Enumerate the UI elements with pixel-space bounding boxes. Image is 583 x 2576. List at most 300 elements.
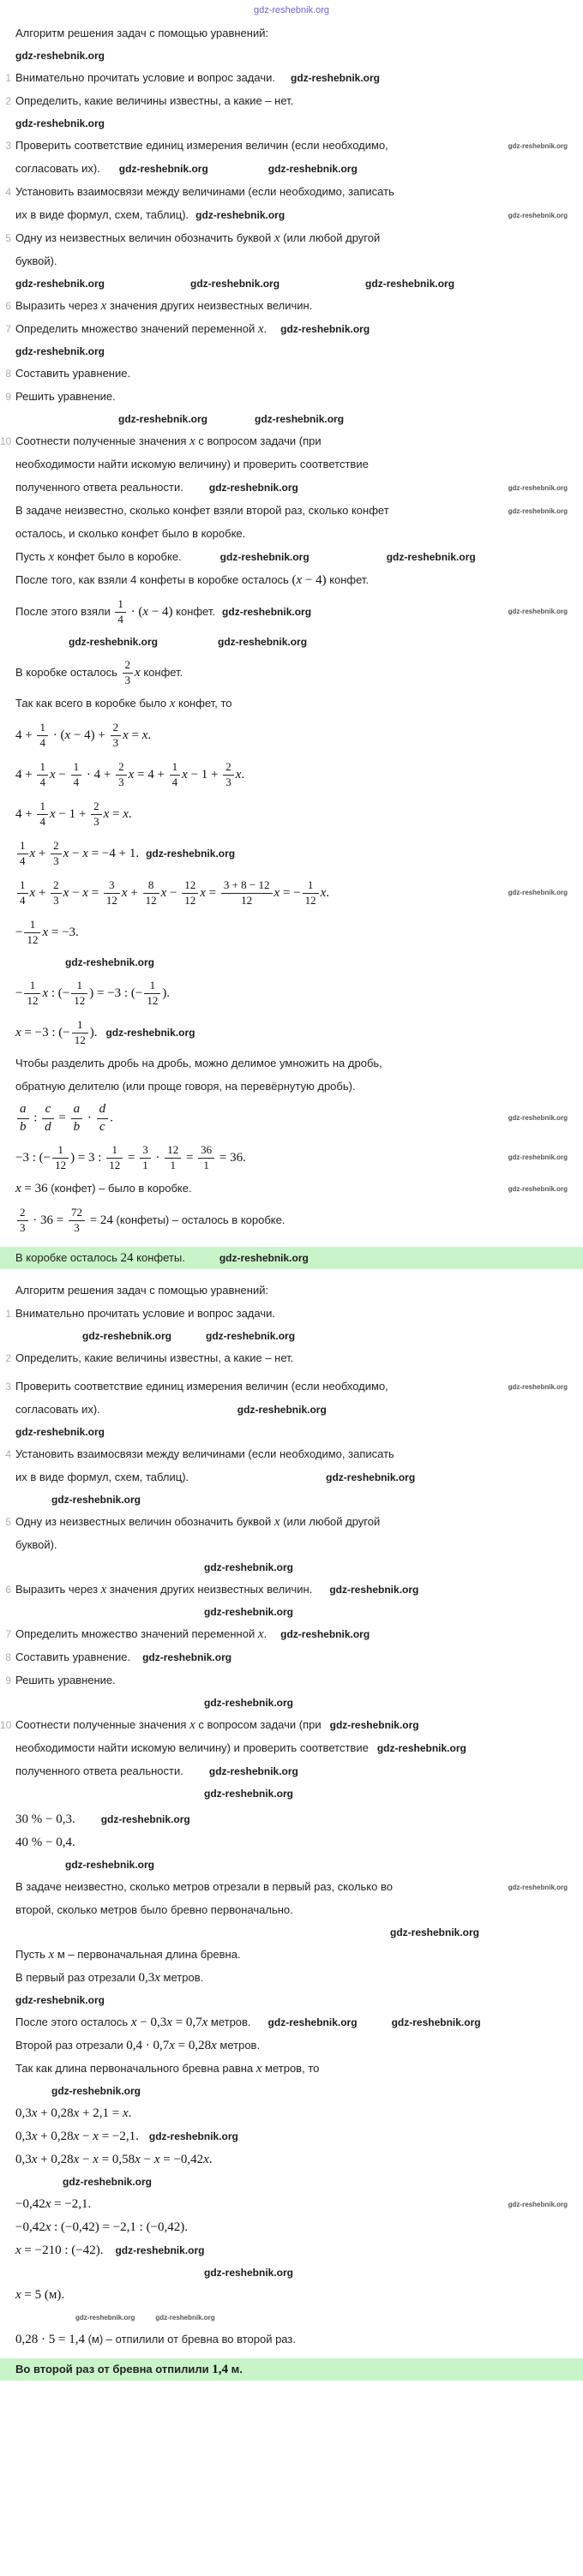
list-item: [0, 90, 583, 113]
watermark-row: [0, 273, 583, 295]
math-expression: 40 % − 0,4.: [15, 1836, 75, 1850]
text-content: буквой).: [15, 255, 57, 268]
text-line-continuation: [0, 1534, 583, 1557]
fraction: [69, 1206, 85, 1236]
watermark-row: [0, 2081, 583, 2102]
watermark-text-small: gdz-reshebnik.org: [508, 506, 568, 515]
fraction-denominator: 12: [145, 893, 157, 907]
math-variable: x: [257, 322, 264, 337]
fraction-numerator: 3: [104, 878, 120, 894]
fraction-numerator: 3 + 8 − 12: [221, 878, 273, 894]
text-line: [0, 1099, 583, 1138]
text-content: Одну из неизвестных величин обозначить буквой x (или любой другой: [15, 1515, 381, 1530]
math-variable: x: [73, 2130, 80, 2144]
spacer: [158, 642, 218, 643]
fraction: [165, 1143, 181, 1173]
text-content: конфет.: [140, 665, 183, 679]
spacer: [130, 1657, 142, 1658]
fraction-numerator: 1: [170, 760, 181, 776]
fraction-numerator: 1: [52, 1143, 69, 1159]
text-line: [0, 2148, 583, 2172]
watermark-text: gdz-reshebnik.org: [208, 482, 298, 494]
spacer: [75, 1819, 101, 1820]
watermark-row: [0, 2307, 583, 2328]
watermark-row: [0, 1854, 583, 1876]
math-variable: x: [200, 885, 206, 900]
text-content: Определить множество значений переменной x.: [15, 1627, 267, 1642]
watermark-row: [0, 409, 583, 430]
text-line: [0, 1013, 583, 1052]
fraction-numerator: [17, 1101, 29, 1119]
fraction-numerator: 36: [198, 1143, 214, 1159]
watermark-text: gdz-reshebnik.org: [15, 278, 105, 290]
watermark-text: gdz-reshebnik.org: [115, 2244, 205, 2256]
math-variable: x: [122, 2106, 129, 2121]
list-item-number: 5: [5, 1516, 11, 1528]
text-content: Выразить через x значения других неизвестных величин.: [15, 1583, 313, 1597]
text-content: (конфеты) – осталось в коробке.: [112, 1213, 285, 1226]
watermark-text: gdz-reshebnik.org: [204, 1561, 294, 1573]
math-variable: x: [49, 767, 56, 782]
fraction-denominator: 4: [20, 854, 26, 867]
math-variable: x: [63, 885, 69, 900]
math-expression: (x − 4): [292, 573, 327, 588]
math-variable: x: [82, 846, 88, 860]
watermark-row: [0, 1422, 583, 1443]
watermark-row: [0, 952, 583, 973]
text-line: [0, 794, 583, 834]
text-content: Решить уравнение.: [15, 1674, 116, 1687]
math-expression: [121, 658, 141, 688]
math-variable: x: [121, 885, 128, 900]
math-variable: x: [166, 2016, 172, 2030]
text-content: Пусть x м – первоначальная длина бревна.: [15, 1948, 241, 1962]
list-item: [0, 1375, 583, 1399]
fraction: [17, 839, 28, 869]
fraction-numerator: 1: [24, 979, 40, 994]
watermark-text: gdz-reshebnik.org: [146, 847, 236, 860]
text-line: [0, 653, 583, 692]
math-variable: x: [42, 985, 49, 1000]
fraction-numerator: 2: [51, 839, 62, 854]
fraction-denominator: 4: [171, 775, 178, 788]
fraction: [72, 1018, 88, 1048]
spacer: [312, 1590, 329, 1591]
text-content: После этого взяли: [15, 604, 114, 618]
watermark-text: gdz-reshebnik.org: [63, 2176, 153, 2188]
fraction: [115, 597, 126, 627]
watermark-row: [0, 1990, 583, 2011]
spacer: [135, 2317, 155, 2318]
watermark-row: [0, 45, 583, 67]
list-item-number: 6: [5, 300, 11, 312]
text-content: конфеты.: [133, 1250, 185, 1264]
list-item-number: 4: [5, 186, 11, 198]
watermark-text: gdz-reshebnik.org: [386, 551, 476, 563]
text-line: [0, 873, 583, 913]
text-content: буквой).: [15, 1538, 57, 1552]
watermark-text: gdz-reshebnik.org: [51, 2085, 141, 2097]
list-item: [0, 318, 583, 341]
math-variable: a: [20, 1102, 27, 1116]
text-line: [0, 1831, 583, 1854]
text-content: конфет.: [326, 573, 370, 587]
text-line: [0, 692, 583, 716]
spacer: [15, 2091, 51, 2092]
spacer: [105, 284, 190, 285]
fraction-numerator: 2: [116, 760, 127, 776]
math-expression: $\frac{1}{4}$ x + $\frac{2}{3}$ x − x = $\frac{3}{12}$ x + $\frac{8}{12}$ x − $\frac{12}{12}$ x = $\frac{3 + 8 - 12}{12}$ x = − $\frac{1}{12}$ x.: [15, 878, 329, 908]
math-variable: x: [141, 728, 148, 742]
fraction: [51, 878, 62, 908]
text-content: (м) – отпилили от бревна во второй раз.: [84, 2333, 296, 2346]
text-line: [0, 716, 583, 755]
algorithm-title: [0, 1279, 583, 1303]
fraction: [42, 1101, 54, 1135]
text-content: осталось, и сколько конфет было в коробке.: [15, 527, 246, 541]
text-content: полученного ответа реальности.: [15, 481, 183, 494]
fraction-numerator: 1: [71, 979, 87, 994]
watermark-text: gdz-reshebnik.org: [15, 1994, 105, 2006]
watermark-text-small: gdz-reshebnik.org: [508, 1883, 568, 1891]
text-line-continuation: [0, 158, 583, 181]
text-line: [0, 2328, 583, 2351]
fraction-denominator: 3: [20, 1220, 26, 1234]
watermark-text: gdz-reshebnik.org: [376, 1742, 466, 1754]
math-expression: x = −210 : (−42).: [15, 2244, 104, 2258]
fraction-denominator: [17, 1119, 29, 1136]
math-variable: x: [189, 1718, 195, 1733]
text-content: В первый раз отрезали: [15, 1971, 139, 1985]
site-header: [0, 2, 583, 19]
text-line-continuation: [0, 204, 583, 227]
spacer: [171, 1336, 206, 1337]
text-content: Решить уравнение.: [15, 390, 116, 404]
text-content: Составить уравнение.: [15, 367, 131, 380]
math-expression: 0,3x: [138, 1971, 160, 1986]
fraction: [37, 760, 48, 790]
watermark-text-small: gdz-reshebnik.org: [508, 1382, 568, 1391]
fraction-denominator: [71, 1119, 83, 1136]
fraction: [52, 1143, 69, 1173]
text-line: [0, 913, 583, 952]
watermark-text: gdz-reshebnik.org: [329, 1584, 419, 1596]
spacer: [100, 169, 119, 170]
fraction: [24, 979, 40, 1009]
text-content: Составить уравнение.: [15, 1650, 131, 1664]
text-line: [0, 2216, 583, 2239]
watermark-row: [0, 1326, 583, 1347]
math-variable: x: [31, 2106, 38, 2121]
fraction-numerator: 2: [111, 721, 122, 736]
text-line-continuation: [0, 1760, 583, 1783]
math-expression: 30 % − 0,3.: [15, 1812, 75, 1827]
fraction-denominator: 3: [74, 1220, 80, 1234]
text-line: [0, 2239, 583, 2262]
math-variable: x: [235, 767, 242, 782]
watermark-text: gdz-reshebnik.org: [204, 2267, 294, 2279]
list-item: [0, 1511, 583, 1534]
text-content: Второй раз отрезали: [15, 2039, 127, 2052]
text-line: [0, 500, 583, 523]
spacer: [310, 557, 387, 558]
text-content: Определить, какие величины известны, а какие – нет.: [15, 1351, 294, 1365]
watermark-text-small: gdz-reshebnik.org: [508, 211, 568, 219]
math-expression: −0,42x : (−0,42) = −2,1 : (−0,42).: [15, 2220, 189, 2235]
math-variable: x: [255, 2062, 262, 2076]
text-content: Внимательно прочитать условие и вопрос задачи.: [15, 71, 275, 85]
list-item: [0, 386, 583, 409]
fraction-numerator: 12: [165, 1143, 181, 1159]
math-expression: $\frac{1}{4}$ · (x − 4): [113, 597, 172, 627]
spacer: [275, 78, 291, 79]
fraction-numerator: 1: [37, 760, 48, 776]
fraction-denominator: 12: [105, 893, 117, 907]
fraction-numerator: 1: [106, 1143, 123, 1159]
math-variable: x: [154, 1971, 160, 1986]
math-expression: x = 36: [15, 1182, 48, 1196]
watermark-row: [0, 2172, 583, 2193]
fraction: [71, 760, 82, 790]
math-variable: x: [31, 2130, 38, 2144]
watermark-text: gdz-reshebnik.org: [237, 1404, 327, 1416]
text-content: необходимости найти искомую величину) и проверить соответствие: [15, 458, 369, 471]
fraction: [198, 1143, 214, 1173]
text-line: [0, 2284, 583, 2307]
fraction-numerator: [42, 1101, 54, 1119]
spacer: [15, 1567, 204, 1568]
watermark-text: gdz-reshebnik.org: [280, 1628, 370, 1640]
text-content: В задаче неизвестно, сколько конфет взяли второй раз, сколько конфет: [15, 504, 389, 518]
math-variable: x: [142, 604, 149, 619]
text-content: м.: [227, 2362, 243, 2375]
text-line: [0, 1808, 583, 1831]
text-line: [0, 834, 583, 873]
math-variable: x: [135, 665, 141, 680]
math-expression: −0,42x = −2,1.: [15, 2197, 92, 2212]
fraction: [24, 918, 40, 948]
fraction-denominator: 3: [225, 775, 231, 788]
fraction-denominator: 4: [117, 612, 123, 626]
fraction-denominator: 4: [73, 775, 80, 788]
text-line: [0, 755, 583, 794]
list-item: [0, 135, 583, 158]
fraction-numerator: 2: [91, 800, 102, 815]
text-line-continuation: [0, 453, 583, 476]
fraction-numerator: 1: [144, 979, 160, 994]
watermark-text: gdz-reshebnik.org: [222, 605, 312, 618]
math-variable: x: [48, 1948, 55, 1962]
text-content: Так как длина первоначального бревна равна x метров, то: [15, 2062, 320, 2076]
math-variable: x: [100, 1583, 107, 1597]
watermark-text: gdz-reshebnik.org: [218, 636, 308, 648]
spacer: [15, 1703, 204, 1704]
math-expression: 0,28 · 5 = 1,4: [15, 2333, 85, 2347]
spacer: [215, 612, 222, 613]
fraction-denominator: 3: [118, 775, 124, 788]
spacer: [189, 1477, 326, 1478]
fraction-numerator: 2: [123, 658, 134, 674]
math-expression: x = −3 : (− $\frac{1}{12}$ ).: [15, 1017, 98, 1046]
fraction: [71, 1101, 83, 1135]
text-content: конфет.: [172, 604, 216, 618]
math-variable: x: [296, 573, 303, 588]
list-item: [0, 67, 583, 90]
math-variable: x: [320, 885, 327, 900]
watermark-text-small: gdz-reshebnik.org: [155, 2313, 215, 2321]
math-expression: 0,3x + 0,28x + 2,1 = x.: [15, 2106, 132, 2121]
list-item: [0, 1646, 583, 1669]
text-content: метров.: [216, 2039, 261, 2052]
watermark-row: [0, 632, 583, 653]
watermark-text-small: gdz-reshebnik.org: [508, 1153, 568, 1161]
math-variable: x: [93, 2153, 99, 2167]
text-content: полученного ответа реальности.: [15, 1764, 183, 1778]
list-item: [0, 1669, 583, 1692]
fraction: [37, 721, 48, 751]
text-line-continuation: [0, 476, 583, 500]
watermark-row: [0, 1692, 583, 1714]
fraction-numerator: 3: [140, 1143, 151, 1159]
fraction-denominator: 12: [304, 893, 316, 907]
watermark-row: [0, 1602, 583, 1623]
math-variable: x: [211, 2039, 217, 2053]
watermark-row: [0, 1557, 583, 1579]
text-line: [0, 592, 583, 632]
fraction: [303, 878, 319, 908]
fraction-denominator: 3: [53, 854, 59, 867]
watermark-text: gdz-reshebnik.org: [365, 278, 455, 290]
fraction: [91, 800, 102, 830]
math-variable: x: [153, 2153, 160, 2167]
text-line: [0, 1876, 583, 1899]
text-content: В задаче неизвестно, сколько метров отрезали в первый раз, сколько во: [15, 1880, 393, 1894]
text-line: [0, 1177, 583, 1201]
fraction: [71, 979, 87, 1009]
fraction-denominator: 12: [109, 1158, 121, 1171]
spacer: [208, 169, 268, 170]
watermark-row: [0, 341, 583, 362]
watermark-text: gdz-reshebnik.org: [326, 1471, 416, 1483]
spacer: [100, 1410, 237, 1411]
fraction: [104, 878, 120, 908]
watermark-text: gdz-reshebnik.org: [267, 2016, 358, 2028]
watermark-text: gdz-reshebnik.org: [15, 50, 105, 62]
watermark-text: gdz-reshebnik.org: [148, 2130, 238, 2142]
text-line-continuation: [0, 1737, 583, 1760]
fraction-denominator: 4: [39, 775, 45, 788]
list-item: [0, 430, 583, 453]
fraction-numerator: 12: [182, 878, 198, 894]
fraction: [144, 979, 160, 1009]
spacer: [15, 1500, 51, 1501]
math-variable: x: [64, 728, 71, 742]
text-content: После этого осталось: [15, 2016, 131, 2029]
text-line-continuation: [0, 1399, 583, 1422]
math-variable: x: [73, 2153, 80, 2167]
list-item: [0, 1623, 583, 1646]
math-variable: x: [48, 550, 55, 565]
text-content: Соотнести полученные значения x с вопросом задачи (при: [15, 434, 322, 449]
math-expression: $\frac{2}{3}$ · 36 = $\frac{72}{3}$ = 24: [15, 1206, 113, 1236]
math-expression: 0,3x + 0,28x − x = 0,58x − x = −0,42x.: [15, 2153, 213, 2167]
math-expression: x = 5 (м).: [15, 2288, 65, 2303]
math-variable: x: [257, 1627, 264, 1642]
list-item-number: 10: [0, 1719, 12, 1731]
fraction-numerator: 1: [37, 721, 48, 736]
list-item-number: 7: [5, 1628, 11, 1640]
text-content: Определить множество значений переменной x.: [15, 322, 267, 337]
text-line: [0, 2193, 583, 2216]
text-content: их в виде формул, схем, таблиц).: [15, 1471, 189, 1484]
fraction-numerator: 1: [71, 760, 82, 776]
fraction-numerator: 1: [17, 878, 28, 894]
list-item: [0, 1303, 583, 1326]
fraction-numerator: 1: [303, 878, 319, 894]
list-item: [0, 1443, 583, 1466]
fraction-numerator: 1: [37, 800, 48, 815]
list-item: [0, 295, 583, 318]
math-variable: x: [100, 299, 107, 314]
watermark-text: gdz-reshebnik.org: [118, 413, 208, 425]
watermark-text: gdz-reshebnik.org: [69, 636, 159, 648]
list-item: [0, 362, 583, 386]
list-item-number: 3: [5, 1381, 11, 1393]
watermark-text: gdz-reshebnik.org: [65, 956, 155, 968]
site-header-link[interactable]: gdz-reshebnik.org: [253, 5, 330, 15]
text-content: необходимости найти искомую величину) и проверить соответствие: [15, 1741, 369, 1755]
watermark-text: gdz-reshebnik.org: [219, 551, 310, 563]
fraction-denominator: 12: [184, 893, 196, 907]
math-variable: x: [15, 1182, 21, 1196]
watermark-row: [0, 113, 583, 135]
spacer: [15, 1932, 390, 1933]
watermark-text-small: gdz-reshebnik.org: [508, 1184, 568, 1193]
text-content: Так как всего в коробке было x конфет, то: [15, 697, 232, 711]
spacer: [279, 284, 365, 285]
math-expression: $\frac{a}{b}$ : $\frac{c}{d}$ = $\frac{a}{b}$ · $\frac{d}{c}$ .: [15, 1101, 113, 1135]
spacer: [15, 2182, 63, 2183]
spacer: [139, 2136, 149, 2137]
spacer: [15, 1336, 82, 1337]
watermark-text: gdz-reshebnik.org: [280, 323, 370, 335]
math-variable: x: [93, 2130, 99, 2144]
text-content: После того, как взяли 4 конфеты в коробке осталось: [15, 573, 292, 587]
fraction-numerator: 2: [223, 760, 234, 776]
math-variable: x: [201, 2016, 208, 2030]
math-variable: x: [273, 885, 280, 900]
fraction-denominator: 4: [39, 814, 45, 828]
math-variable: c: [99, 1119, 105, 1134]
watermark-text: gdz-reshebnik.org: [204, 1697, 294, 1709]
text-content: Установить взаимосвязи между величинами (если необходимо, записать: [15, 1447, 394, 1461]
watermark-text: gdz-reshebnik.org: [329, 1719, 419, 1731]
text-line: [0, 1201, 583, 1240]
text-content: В коробке осталось: [15, 665, 121, 679]
math-expression: x − 0,3x = 0,7x: [130, 2016, 208, 2030]
watermark-row: [0, 1489, 583, 1511]
math-variable: x: [63, 846, 69, 860]
list-item-number: 6: [5, 1584, 11, 1596]
answer-highlight: [0, 1247, 583, 1269]
fraction: [17, 1206, 28, 1236]
fraction-numerator: 2: [51, 878, 62, 894]
math-variable: b: [73, 1119, 81, 1134]
fraction-denominator: 12: [74, 993, 86, 1007]
fraction: [123, 658, 134, 688]
watermark-text-small: gdz-reshebnik.org: [508, 608, 568, 615]
text-line: [0, 2102, 583, 2125]
